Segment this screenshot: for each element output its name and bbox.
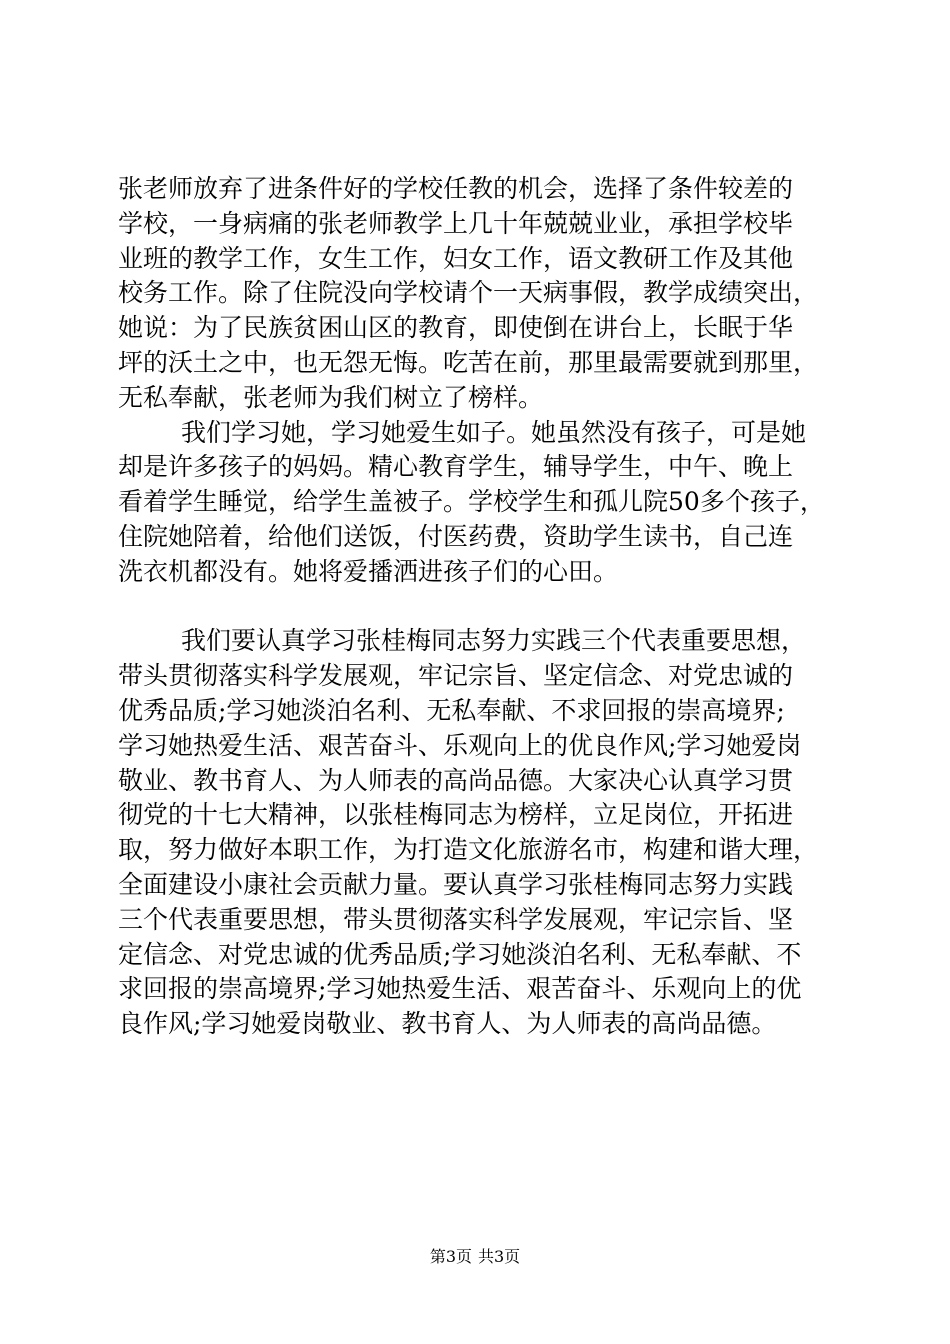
text-line: 她说：为了民族贫困山区的教育，即使倒在讲台上，长眠于华 xyxy=(118,313,794,343)
text-line: 全面建设小康社会贡献力量。要认真学习张桂梅同志努力实践 xyxy=(118,869,794,899)
text-line: 三个代表重要思想，带头贯彻落实科学发展观，牢记宗旨、坚 xyxy=(118,904,794,934)
text-line: 我们学习她，学习她爱生如子。她虽然没有孩子，可是她 xyxy=(181,417,807,447)
paragraph-2 xyxy=(118,416,834,625)
body-text xyxy=(118,172,834,1042)
text-line: 良作风;学习她爱岗敬业、教书育人、为人师表的高尚品德。 xyxy=(118,1009,777,1039)
text-line: 彻党的十七大精神，以张桂梅同志为榜样，立足岗位，开拓进 xyxy=(118,800,794,830)
page-footer xyxy=(0,1247,950,1267)
text-line: 学习她热爱生活、艰苦奋斗、乐观向上的优良作风;学习她爱岗 xyxy=(118,730,802,760)
text-line: 定信念、对党忠诚的优秀品质;学习她淡泊名利、无私奉献、不 xyxy=(118,939,802,969)
text-line: 却是许多孩子的妈妈。精心教育学生，辅导学生，中午、晚上 xyxy=(118,452,794,482)
text-line: 看着学生睡觉，给学生盖被子。学校学生和孤儿院50多个孩子， xyxy=(118,487,825,517)
text-line: 学校，一身病痛的张老师教学上几十年兢兢业业，承担学校毕 xyxy=(118,208,794,238)
text-line: 取，努力做好本职工作，为打造文化旅游名市，构建和谐大理， xyxy=(118,835,819,865)
text-line xyxy=(118,590,834,625)
text-line: 住院她陪着，给他们送饭，付医药费，资助学生读书，自己连 xyxy=(118,521,794,551)
text-line: 求回报的崇高境界;学习她热爱生活、艰苦奋斗、乐观向上的优 xyxy=(118,974,802,1004)
text-line: 带头贯彻落实科学发展观，牢记宗旨、坚定信念、对党忠诚的 xyxy=(118,661,794,691)
text-line: 无私奉献，张老师为我们树立了榜样。 xyxy=(118,382,544,412)
text-line: 校务工作。除了住院没向学校请个一天病事假，教学成绩突出， xyxy=(118,278,819,308)
text-line: 优秀品质;学习她淡泊名利、无私奉献、不求回报的崇高境界; xyxy=(118,695,785,725)
text-line: 张老师放弃了进条件好的学校任教的机会，选择了条件较差的 xyxy=(118,174,794,203)
text-line: 坪的沃土之中，也无怨无悔。吃苦在前，那里最需要就到那里， xyxy=(118,347,819,377)
text-line: 洗衣机都没有。她将爱播洒进孩子们的心田。 xyxy=(118,556,619,586)
paragraph-3 xyxy=(118,624,834,1042)
text-line: 业班的教学工作，女生工作，妇女工作，语文教研工作及其他 xyxy=(118,243,794,273)
text-line: 敬业、教书育人、为人师表的高尚品德。大家决心认真学习贯 xyxy=(118,765,794,795)
page-number: 第3页 xyxy=(429,1247,472,1266)
paragraph-1 xyxy=(118,172,834,416)
text-line: 我们要认真学习张桂梅同志努力实践三个代表重要思想， xyxy=(181,626,807,656)
page-total: 共3页 xyxy=(478,1247,521,1266)
